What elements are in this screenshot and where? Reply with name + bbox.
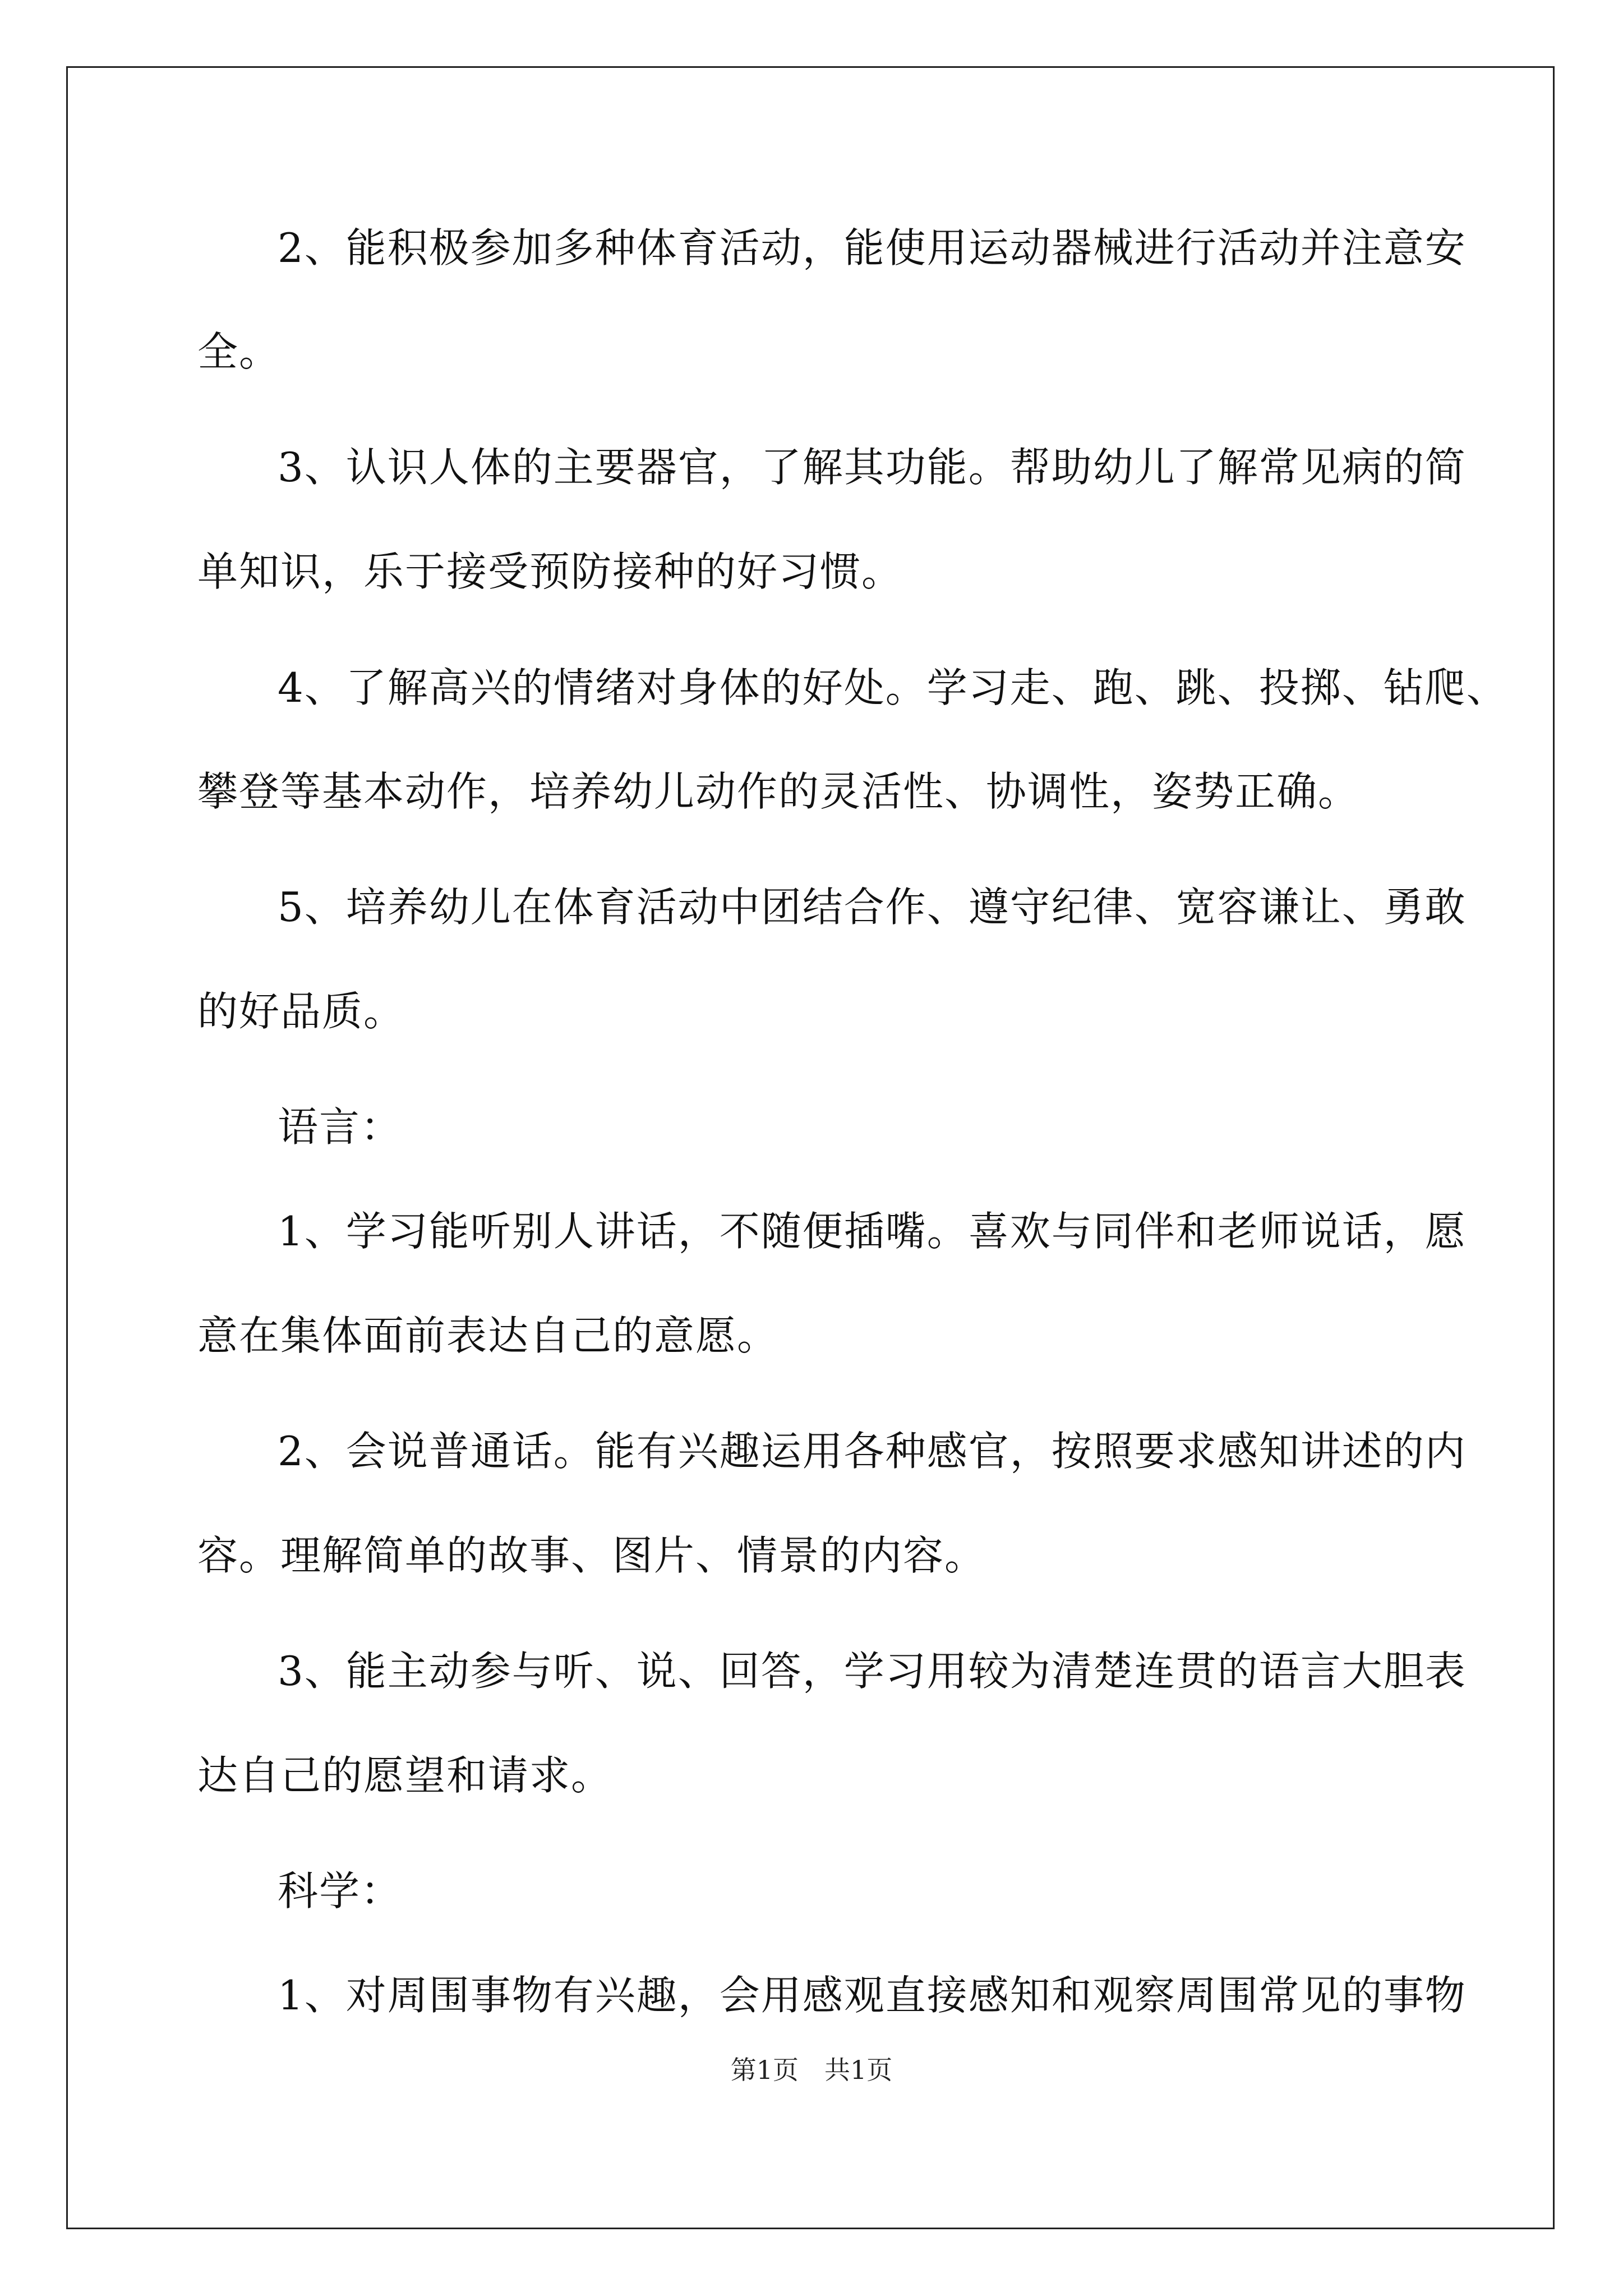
paragraph-line: 的好品质。 bbox=[197, 988, 405, 1035]
paragraph-line: 全。 bbox=[197, 328, 281, 375]
paragraph-line: 2、会说普通话。能有兴趣运用各种感官，按照要求感知讲述的内 bbox=[278, 1428, 1467, 1475]
paragraph-line: 容。理解简单的故事、图片、情景的内容。 bbox=[197, 1532, 986, 1579]
paragraph-line: 意在集体面前表达自己的意愿。 bbox=[197, 1312, 779, 1359]
page-footer: 第1页 共1页 bbox=[730, 2055, 893, 2085]
section-heading: 科学： bbox=[278, 1867, 403, 1915]
paragraph-line: 达自己的愿望和请求。 bbox=[197, 1752, 613, 1799]
section-heading: 语言： bbox=[278, 1103, 403, 1151]
paragraph-line: 4、了解高兴的情绪对身体的好处。学习走、跑、跳、投掷、钻爬、 bbox=[278, 664, 1508, 711]
paragraph-line: 攀登等基本动作，培养幼儿动作的灵活性、协调性，姿势正确。 bbox=[197, 768, 1360, 815]
paragraph-line: 1、学习能听别人讲话，不随便插嘴。喜欢与同伴和老师说话，愿 bbox=[278, 1208, 1467, 1255]
paragraph-line: 5、培养幼儿在体育活动中团结合作、遵守纪律、宽容谦让、勇敢 bbox=[278, 884, 1467, 931]
paragraph-line: 单知识，乐于接受预防接种的好习惯。 bbox=[197, 548, 903, 595]
paragraph-line: 2、能积极参加多种体育活动，能使用运动器械进行活动并注意安 bbox=[278, 224, 1467, 272]
paragraph-line: 1、对周围事物有兴趣，会用感观直接感知和观察周围常见的事物 bbox=[278, 1972, 1467, 2019]
paragraph-line: 3、认识人体的主要器官，了解其功能。帮助幼儿了解常见病的简 bbox=[278, 444, 1467, 491]
paragraph-line: 3、能主动参与听、说、回答，学习用较为清楚连贯的语言大胆表 bbox=[278, 1648, 1467, 1695]
